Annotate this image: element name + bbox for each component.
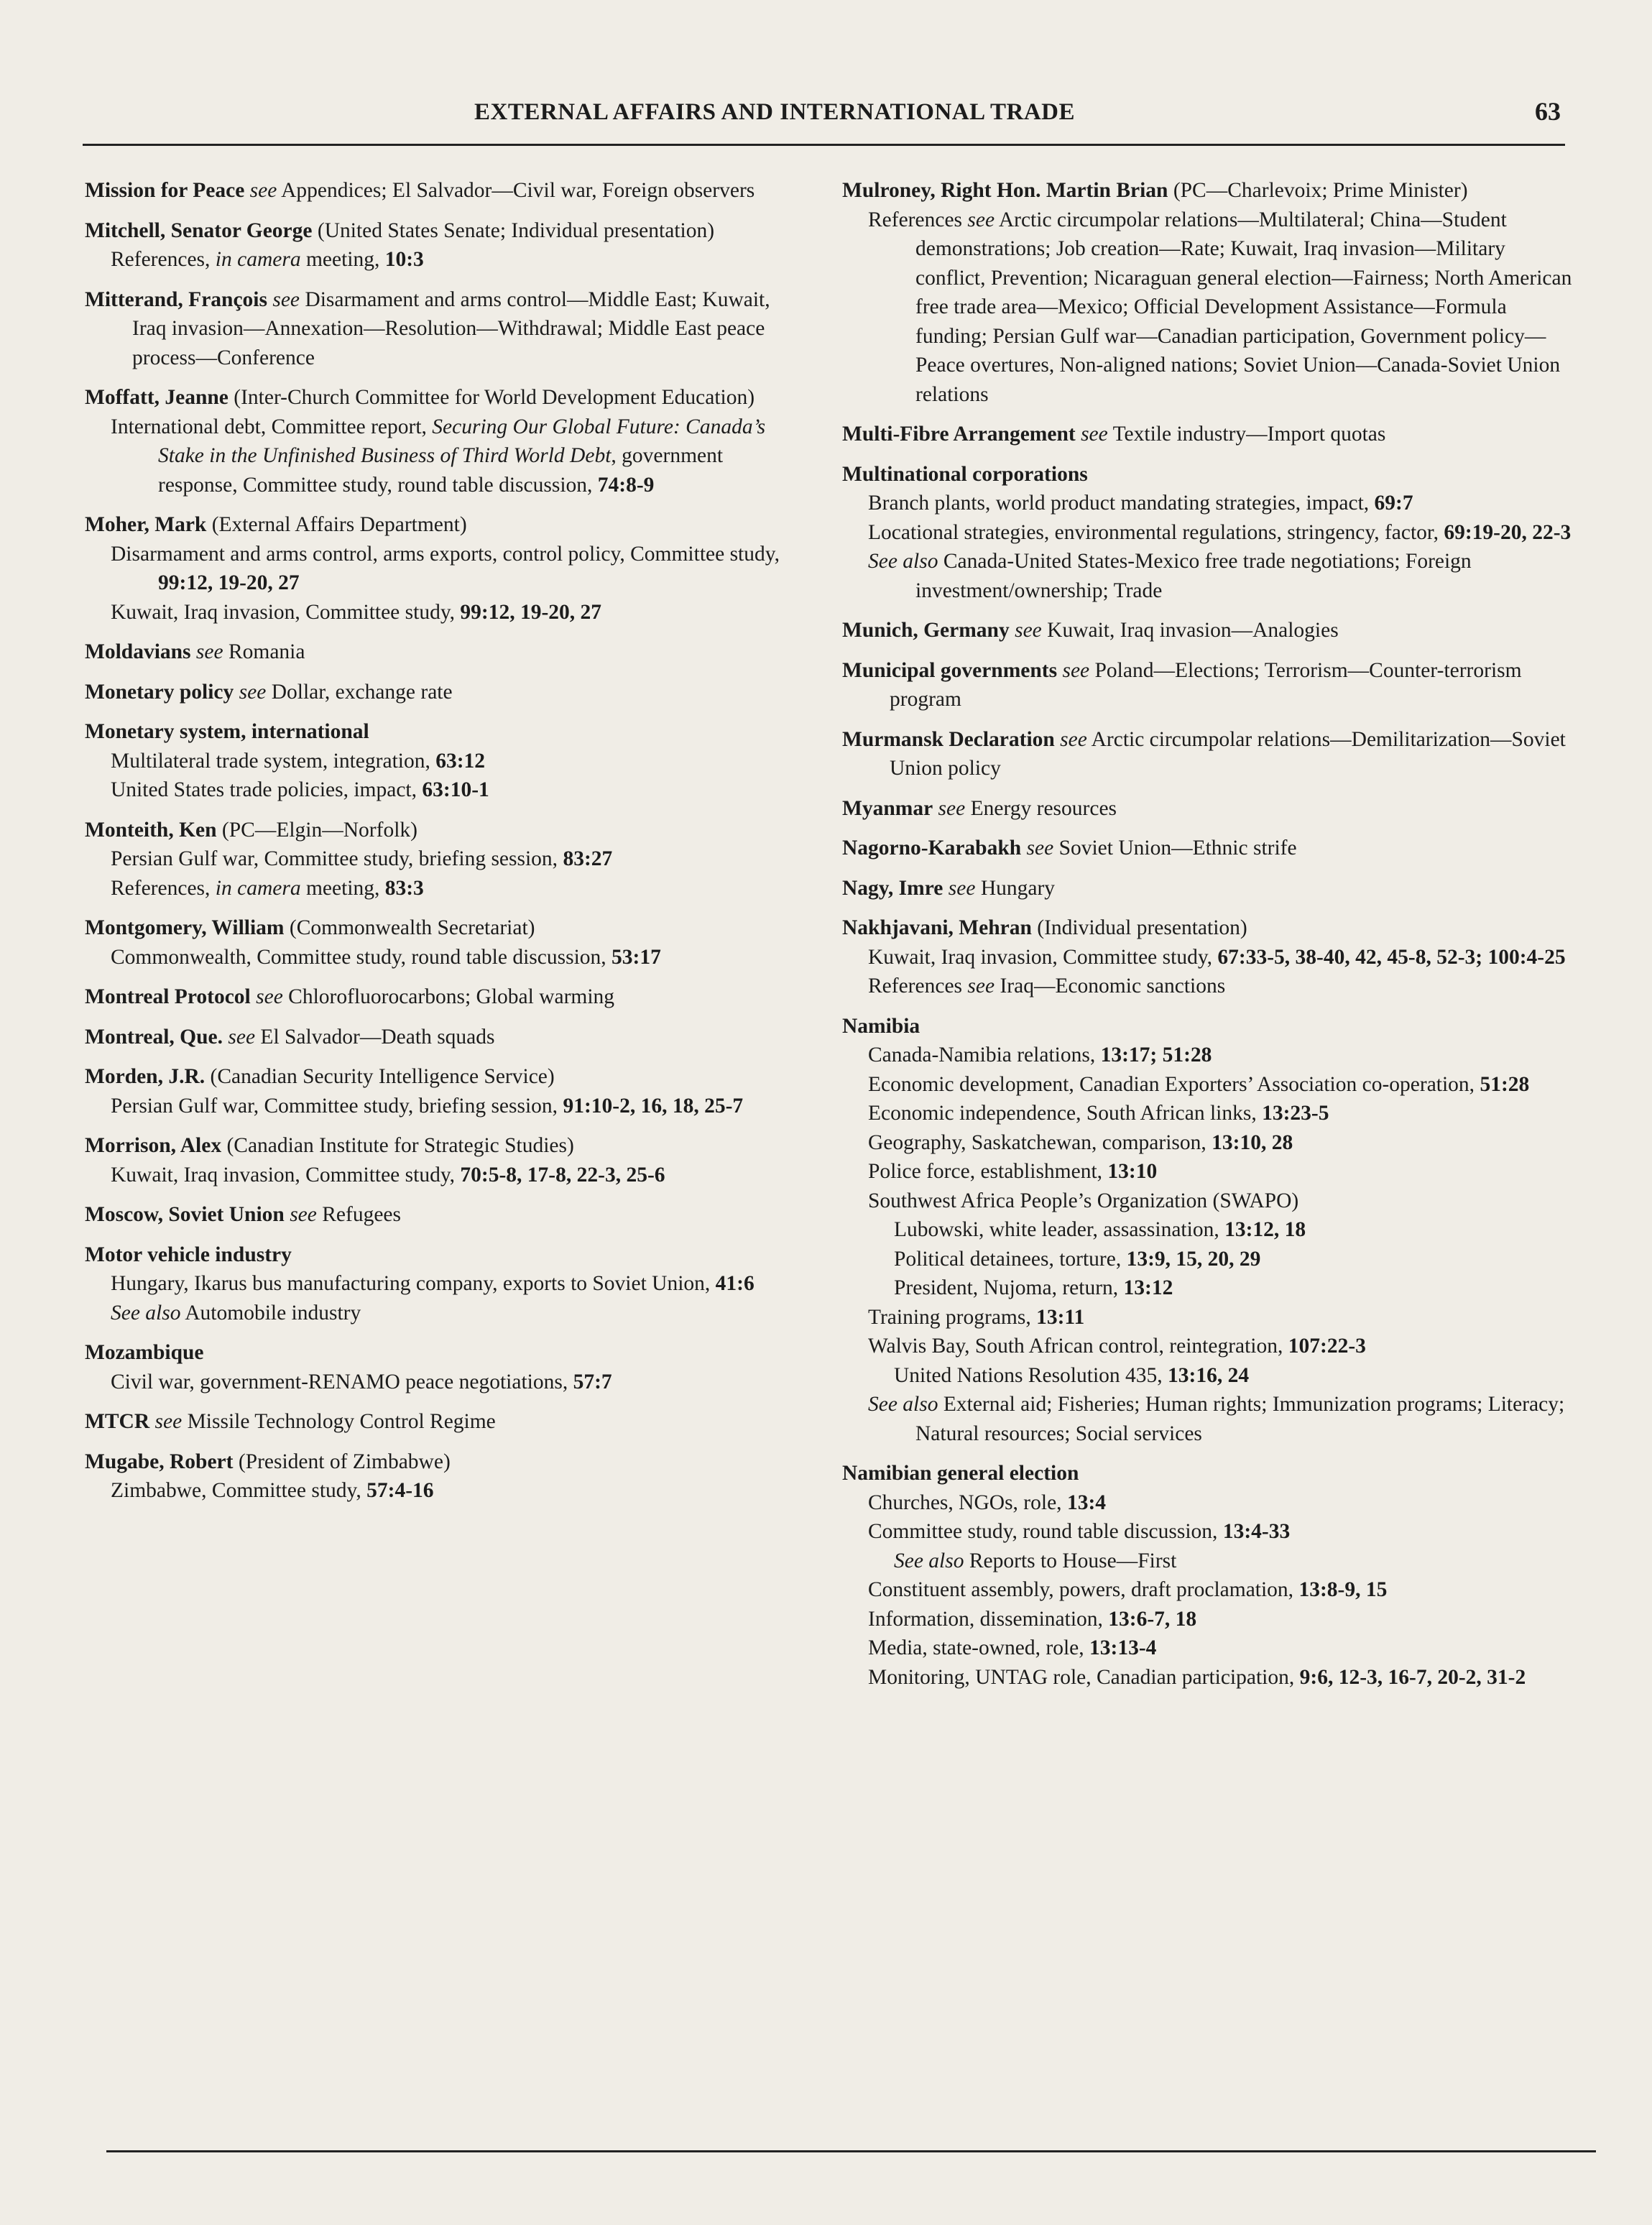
entry-qualifier: (External Affairs Department) (206, 513, 467, 536)
subentry (85, 598, 793, 627)
subentry-text: Geography, Saskatchewan, comparison, (868, 1130, 1212, 1154)
subentry-text: , government response, Committee study, round table discussion, (158, 444, 724, 497)
page-reference: 53:17 (612, 945, 661, 969)
subentry (842, 1187, 1575, 1216)
index-entry (85, 1240, 793, 1328)
see-reference-label: see (272, 287, 300, 311)
subentry-text: United Nations Resolution 435, (894, 1363, 1168, 1387)
subentry (85, 1161, 793, 1190)
page-reference: 69:19-20, 22-3 (1444, 520, 1572, 544)
see-reference-target: Textile industry—Import quotas (1112, 423, 1386, 446)
index-entry (842, 834, 1575, 863)
page-reference: 13:23-5 (1262, 1102, 1329, 1125)
entry-term: Mulroney, Right Hon. Martin Brian (842, 179, 1168, 202)
see-reference-target: Appendices; El Salvador—Civil war, Foreign observers (281, 179, 755, 202)
subentry (842, 489, 1575, 518)
subentry-italic: in camera (215, 876, 301, 900)
subentry-text: Constituent assembly, powers, draft proclamation, (868, 1578, 1299, 1601)
entry-heading (85, 1240, 793, 1270)
index-entry (842, 656, 1575, 714)
entry-heading (842, 656, 1575, 714)
subentry-text: President, Nujoma, return, (894, 1276, 1124, 1299)
subentry-text: Hungary, Ikarus bus manufacturing company, exports to Soviet Union, (111, 1272, 716, 1295)
subentry (842, 206, 1575, 410)
see-reference-label: see (228, 1025, 256, 1049)
subentry-text: Multilateral trade system, integration, (111, 749, 436, 773)
see-reference-label: see (195, 640, 223, 663)
entry-term: Montreal Protocol (85, 985, 251, 1008)
index-entry (842, 874, 1575, 903)
subentry (842, 1575, 1575, 1605)
page-reference: 13:12, 18 (1224, 1218, 1306, 1241)
subentry-text: Canada-Namibia relations, (868, 1044, 1101, 1067)
subentry (842, 1488, 1575, 1518)
page-reference: 51:28 (1480, 1072, 1530, 1096)
entry-heading (85, 216, 793, 246)
subentry-italic: See also (111, 1301, 181, 1325)
subentry (842, 1157, 1575, 1187)
subentry-text: Police force, establishment, (868, 1160, 1108, 1183)
subentry-text: Media, state-owned, role, (868, 1636, 1090, 1659)
subentry-text: References, (111, 876, 216, 900)
index-entry (85, 1407, 793, 1437)
index-entry (85, 982, 793, 1012)
entry-heading (842, 725, 1575, 783)
subentry-text: Canada-United States-Mexico free trade negotiations; Foreign investment/ownership; Trade (915, 550, 1472, 602)
left-column (85, 176, 793, 1516)
see-reference-target: Arctic circumpolar relations—Demilitarization—Soviet Union policy (890, 727, 1566, 780)
entry-qualifier: (Canadian Security Intelligence Service) (205, 1065, 555, 1088)
subentry (842, 1605, 1575, 1634)
entry-qualifier: (President of Zimbabwe) (233, 1450, 451, 1473)
see-reference-target: Hungary (980, 876, 1056, 900)
entry-term: Namibian general election (842, 1462, 1079, 1485)
index-entry (85, 176, 793, 206)
entry-heading (85, 637, 793, 667)
page-reference: 13:16, 24 (1168, 1363, 1250, 1387)
subentry (85, 1299, 793, 1328)
page-reference: 67:33-5, 38-40, 42, 45-8, 52-3; 100:4-25 (1217, 945, 1566, 969)
subentry (85, 413, 793, 500)
subentry-text: References (868, 208, 968, 231)
subentry-italic: See also (894, 1549, 964, 1572)
entry-term: Montreal, Que. (85, 1025, 223, 1049)
entry-term: Mozambique (85, 1341, 204, 1364)
subentry (842, 943, 1575, 972)
subentry (842, 1099, 1575, 1128)
see-reference-label: see (239, 680, 267, 704)
index-entry (85, 913, 793, 972)
see-reference-label: see (1015, 619, 1042, 642)
page-reference: 13:10, 28 (1212, 1130, 1293, 1154)
subentry-text: meeting, (300, 876, 385, 900)
entry-heading (842, 616, 1575, 645)
entry-heading (85, 1447, 793, 1477)
subentry (842, 1517, 1575, 1547)
see-reference-label: see (938, 796, 966, 820)
entry-qualifier: (PC—Elgin—Norfolk) (216, 818, 417, 842)
entry-term: Municipal governments (842, 658, 1058, 682)
page-reference: 91:10-2, 16, 18, 25-7 (563, 1094, 744, 1118)
page-reference: 13:4 (1066, 1491, 1107, 1514)
index-entry (85, 816, 793, 903)
entry-term: Mugabe, Robert (85, 1450, 234, 1473)
page-reference: 74:8-9 (597, 473, 655, 497)
entry-term: MTCR (85, 1410, 150, 1433)
subentry-text: Iraq—Economic sanctions (995, 975, 1226, 998)
subentry (842, 1245, 1575, 1274)
subentry (85, 747, 793, 776)
page-reference: 63:10-1 (422, 778, 489, 801)
subentry-text: International debt, Committee report, (111, 415, 433, 438)
page-reference: 13:10 (1107, 1160, 1158, 1183)
page-reference: 13:12 (1123, 1276, 1173, 1299)
entry-term: Multinational corporations (842, 462, 1088, 486)
entry-heading (85, 1023, 793, 1052)
subentry-text: References (868, 975, 968, 998)
see-reference-label: see (290, 1203, 317, 1226)
subentry (842, 1361, 1575, 1391)
entry-term: Monteith, Ken (85, 818, 217, 842)
entry-term: Mitterand, François (85, 287, 267, 311)
subentry-text: External aid; Fisheries; Human rights; Immunization programs; Literacy; Natural resources; Social services (915, 1393, 1565, 1445)
subentry-text: Commonwealth, Committee study, round table discussion, (111, 945, 612, 969)
entry-term: Moher, Mark (85, 513, 207, 536)
subentry (842, 1273, 1575, 1303)
entry-term: Mitchell, Senator George (85, 218, 313, 242)
subentry-text: Monitoring, UNTAG role, Canadian participation, (868, 1665, 1300, 1689)
entry-heading (85, 383, 793, 413)
page-reference: 13:9, 15, 20, 29 (1126, 1247, 1261, 1271)
subentry (842, 1041, 1575, 1070)
entry-qualifier: (Inter-Church Committee for World Development Education) (228, 386, 755, 409)
entry-term: Monetary policy (85, 680, 234, 704)
page-reference: 13:8-9, 15 (1298, 1578, 1388, 1601)
subentry-italic: See also (868, 550, 938, 573)
subentry-text: meeting, (300, 248, 385, 271)
subentry-text: Zimbabwe, Committee study, (111, 1479, 367, 1502)
subentry (842, 1128, 1575, 1158)
entry-term: Namibia (842, 1014, 920, 1038)
see-reference-target: Refugees (322, 1203, 401, 1226)
index-entry (85, 510, 793, 627)
see-reference-label: see (249, 179, 277, 202)
subentry (842, 547, 1575, 605)
index-entry (842, 1459, 1575, 1692)
subentry (85, 1368, 793, 1397)
entry-term: Nakhjavani, Mehran (842, 916, 1032, 939)
header-rule (83, 144, 1565, 146)
subentry-text: Training programs, (868, 1305, 1037, 1329)
see-reference-target: Soviet Union—Ethnic strife (1058, 837, 1297, 860)
entry-term: Moffatt, Jeanne (85, 386, 229, 409)
see-reference-label: see (256, 985, 283, 1008)
entry-term: Motor vehicle industry (85, 1243, 292, 1266)
subentry (842, 972, 1575, 1001)
entry-heading (842, 460, 1575, 489)
page-reference: 57:7 (573, 1370, 612, 1393)
entry-qualifier: (Canadian Institute for Strategic Studies) (221, 1134, 574, 1157)
entry-heading (842, 913, 1575, 943)
subentry-text: Civil war, government-RENAMO peace negotiations, (111, 1370, 573, 1393)
entry-term: Montgomery, William (85, 916, 285, 939)
subentry-text: Political detainees, torture, (894, 1247, 1127, 1271)
page-reference: 83:27 (563, 847, 613, 870)
subentry-text: Reports to House—First (964, 1549, 1177, 1572)
see-reference-target: Romania (228, 640, 305, 663)
subentry-text: Disarmament and arms control, arms exports, control policy, Committee study, (111, 542, 780, 566)
subentry (85, 1476, 793, 1506)
index-entry (85, 383, 793, 499)
entry-term: Nagy, Imre (842, 876, 943, 900)
index-entry (85, 637, 793, 667)
entry-qualifier: (United States Senate; Individual presentation) (312, 218, 715, 242)
subentry-text: Locational strategies, environmental regulations, stringency, factor, (868, 520, 1444, 544)
index-entry (842, 176, 1575, 409)
subentry (85, 540, 793, 598)
page-reference: 70:5-8, 17-8, 22-3, 25-6 (460, 1163, 665, 1187)
see-reference-label: see (1060, 727, 1087, 751)
subentry-text: Kuwait, Iraq invasion, Committee study, (111, 1163, 461, 1187)
subentry-italic: see (967, 208, 995, 231)
index-entry (85, 1131, 793, 1189)
see-reference-label: see (1062, 658, 1090, 682)
entry-term: Murmansk Declaration (842, 727, 1055, 751)
entry-heading (85, 285, 793, 373)
entry-heading (85, 1200, 793, 1230)
entry-heading (85, 1338, 793, 1368)
entry-term: Morden, J.R. (85, 1065, 206, 1088)
entry-heading (85, 678, 793, 707)
page-reference: 83:3 (384, 876, 424, 900)
page-number: 63 (1535, 97, 1561, 126)
entry-term: Myanmar (842, 796, 933, 820)
entry-heading (85, 717, 793, 747)
index-entry (842, 1012, 1575, 1449)
page-reference: 9:6, 12-3, 16-7, 20-2, 31-2 (1299, 1665, 1526, 1689)
subentry-text: Arctic circumpolar relations—Multilateral; China—Student demonstrations; Job creation—Rate; Kuwait, Iraq invasion—Military conflict, Prevention; Nicaraguan general election—Fairness; North American free trade area—Mexico; Official Development Assistance—Formula funding; Persian Gulf war—Canadian participation, Government policy—Peace overtures, Non-aligned nations; Soviet Union—Canada-Soviet Union relations (915, 208, 1572, 406)
subentry-text: United States trade policies, impact, (111, 778, 423, 801)
subentry (85, 844, 793, 874)
footer-rule (106, 2150, 1596, 2152)
subentry-text: Persian Gulf war, Committee study, briefing session, (111, 847, 563, 870)
subentry-text: Kuwait, Iraq invasion, Committee study, (111, 600, 461, 624)
subentry (842, 1215, 1575, 1245)
entry-heading (85, 982, 793, 1012)
index-entry (842, 420, 1575, 449)
page-reference: 13:4-33 (1222, 1520, 1291, 1543)
subentry (842, 1303, 1575, 1332)
page-reference: 57:4-16 (366, 1479, 434, 1502)
see-reference-target: Poland—Elections; Terrorism—Counter-terrorism program (890, 658, 1522, 711)
see-reference-label: see (154, 1410, 183, 1433)
entry-heading (85, 510, 793, 540)
see-reference-target: Chlorofluorocarbons; Global warming (288, 985, 615, 1008)
index-entry (842, 725, 1575, 783)
entry-heading (842, 834, 1575, 863)
index-entry (842, 460, 1575, 606)
see-reference-label: see (1026, 837, 1054, 860)
subentry (85, 874, 793, 903)
page-reference: 99:12, 19-20, 27 (460, 600, 602, 624)
see-reference-label: see (948, 876, 976, 900)
entry-heading (842, 794, 1575, 824)
subentry-text: Branch plants, world product mandating strategies, impact, (868, 492, 1375, 515)
entry-heading (85, 1131, 793, 1161)
subentry (85, 775, 793, 805)
subentry-text: Economic development, Canadian Exporters’ Association co-operation, (868, 1072, 1480, 1096)
index-entry (85, 1062, 793, 1120)
page-reference: 13:17; 51:28 (1100, 1044, 1212, 1067)
page-reference: 10:3 (384, 248, 424, 271)
subentry (842, 1663, 1575, 1692)
entry-heading (842, 1012, 1575, 1041)
page-reference: 13:6-7, 18 (1108, 1607, 1197, 1631)
subentry (85, 245, 793, 275)
subentry (842, 1332, 1575, 1361)
see-reference-target: Missile Technology Control Regime (187, 1410, 496, 1433)
subentry (842, 1547, 1575, 1576)
entry-heading (842, 1459, 1575, 1488)
subentry-text: Walvis Bay, South African control, reintegration, (868, 1335, 1288, 1358)
see-reference-target: Energy resources (970, 796, 1117, 820)
page-reference: 13:13-4 (1089, 1636, 1157, 1659)
subentry (842, 1070, 1575, 1100)
index-entry (842, 616, 1575, 645)
page-reference: 69:7 (1374, 492, 1413, 515)
subentry-text: Lubowski, white leader, assassination, (894, 1218, 1225, 1241)
index-entry (85, 285, 793, 373)
see-reference-label: see (1081, 423, 1108, 446)
subentry-text: Economic independence, South African links, (868, 1102, 1263, 1125)
entry-heading (85, 816, 793, 845)
see-reference-target: Kuwait, Iraq invasion—Analogies (1047, 619, 1339, 642)
entry-term: Mission for Peace (85, 179, 245, 202)
subentry (85, 1092, 793, 1121)
entry-term: Multi-Fibre Arrangement (842, 423, 1076, 446)
running-title: EXTERNAL AFFAIRS AND INTERNATIONAL TRADE (474, 99, 1075, 125)
entry-heading (85, 1062, 793, 1092)
see-reference-target: Disarmament and arms control—Middle East; Kuwait, Iraq invasion—Annexation—Resolution—Withdrawal; Middle East peace process—Conference (132, 287, 770, 369)
subentry-text: Information, dissemination, (868, 1607, 1109, 1631)
entry-qualifier: (PC—Charlevoix; Prime Minister) (1168, 179, 1468, 202)
subentry-text: Persian Gulf war, Committee study, briefing session, (111, 1094, 563, 1118)
subentry (85, 1269, 793, 1299)
entry-term: Moscow, Soviet Union (85, 1203, 285, 1226)
index-entry (85, 678, 793, 707)
index-entry (842, 794, 1575, 824)
subentry-text: Automobile industry (180, 1301, 361, 1325)
page-reference: 99:12, 19-20, 27 (158, 571, 300, 594)
subentry (85, 943, 793, 972)
entry-term: Monetary system, international (85, 720, 369, 743)
entry-term: Moldavians (85, 640, 191, 663)
index-entry (85, 216, 793, 275)
subentry-text: References, (111, 248, 216, 271)
subentry-italic: See also (868, 1393, 938, 1416)
see-reference-target: El Salvador—Death squads (260, 1025, 495, 1049)
subentry (842, 1390, 1575, 1448)
index-entry (85, 1200, 793, 1230)
entry-term: Munich, Germany (842, 619, 1010, 642)
index-entry (842, 913, 1575, 1001)
entry-qualifier: (Individual presentation) (1031, 916, 1247, 939)
entry-heading (85, 913, 793, 943)
entry-heading (85, 176, 793, 206)
index-entry (85, 1338, 793, 1396)
index-entry (85, 1447, 793, 1506)
subentry-text: Committee study, round table discussion, (868, 1520, 1223, 1543)
page-reference: 107:22-3 (1288, 1335, 1366, 1358)
page-reference: 13:11 (1036, 1305, 1085, 1329)
index-entry (85, 1023, 793, 1052)
subentry-italic: in camera (215, 248, 301, 271)
entry-heading (842, 874, 1575, 903)
entry-heading (842, 176, 1575, 206)
see-reference-target: Dollar, exchange rate (271, 680, 453, 704)
entry-term: Morrison, Alex (85, 1134, 222, 1157)
subentry-text: Churches, NGOs, role, (868, 1491, 1067, 1514)
page-reference: 41:6 (715, 1272, 755, 1295)
page-reference: 63:12 (435, 749, 486, 773)
entry-heading (842, 420, 1575, 449)
subentry-italic: Securing Our Global Future: Canada’s Stake in the Unfinished Business of Third World Debt (158, 415, 766, 467)
index-entry (85, 717, 793, 805)
subentry-italic: see (967, 975, 995, 998)
entry-qualifier: (Commonwealth Secretariat) (284, 916, 535, 939)
right-column (842, 176, 1575, 1703)
subentry-text: Southwest Africa People’s Organization (SWAPO) (868, 1189, 1299, 1212)
entry-term: Nagorno-Karabakh (842, 837, 1022, 860)
subentry (842, 518, 1575, 548)
subentry-text: Kuwait, Iraq invasion, Committee study, (868, 945, 1218, 969)
subentry (842, 1634, 1575, 1663)
entry-heading (85, 1407, 793, 1437)
